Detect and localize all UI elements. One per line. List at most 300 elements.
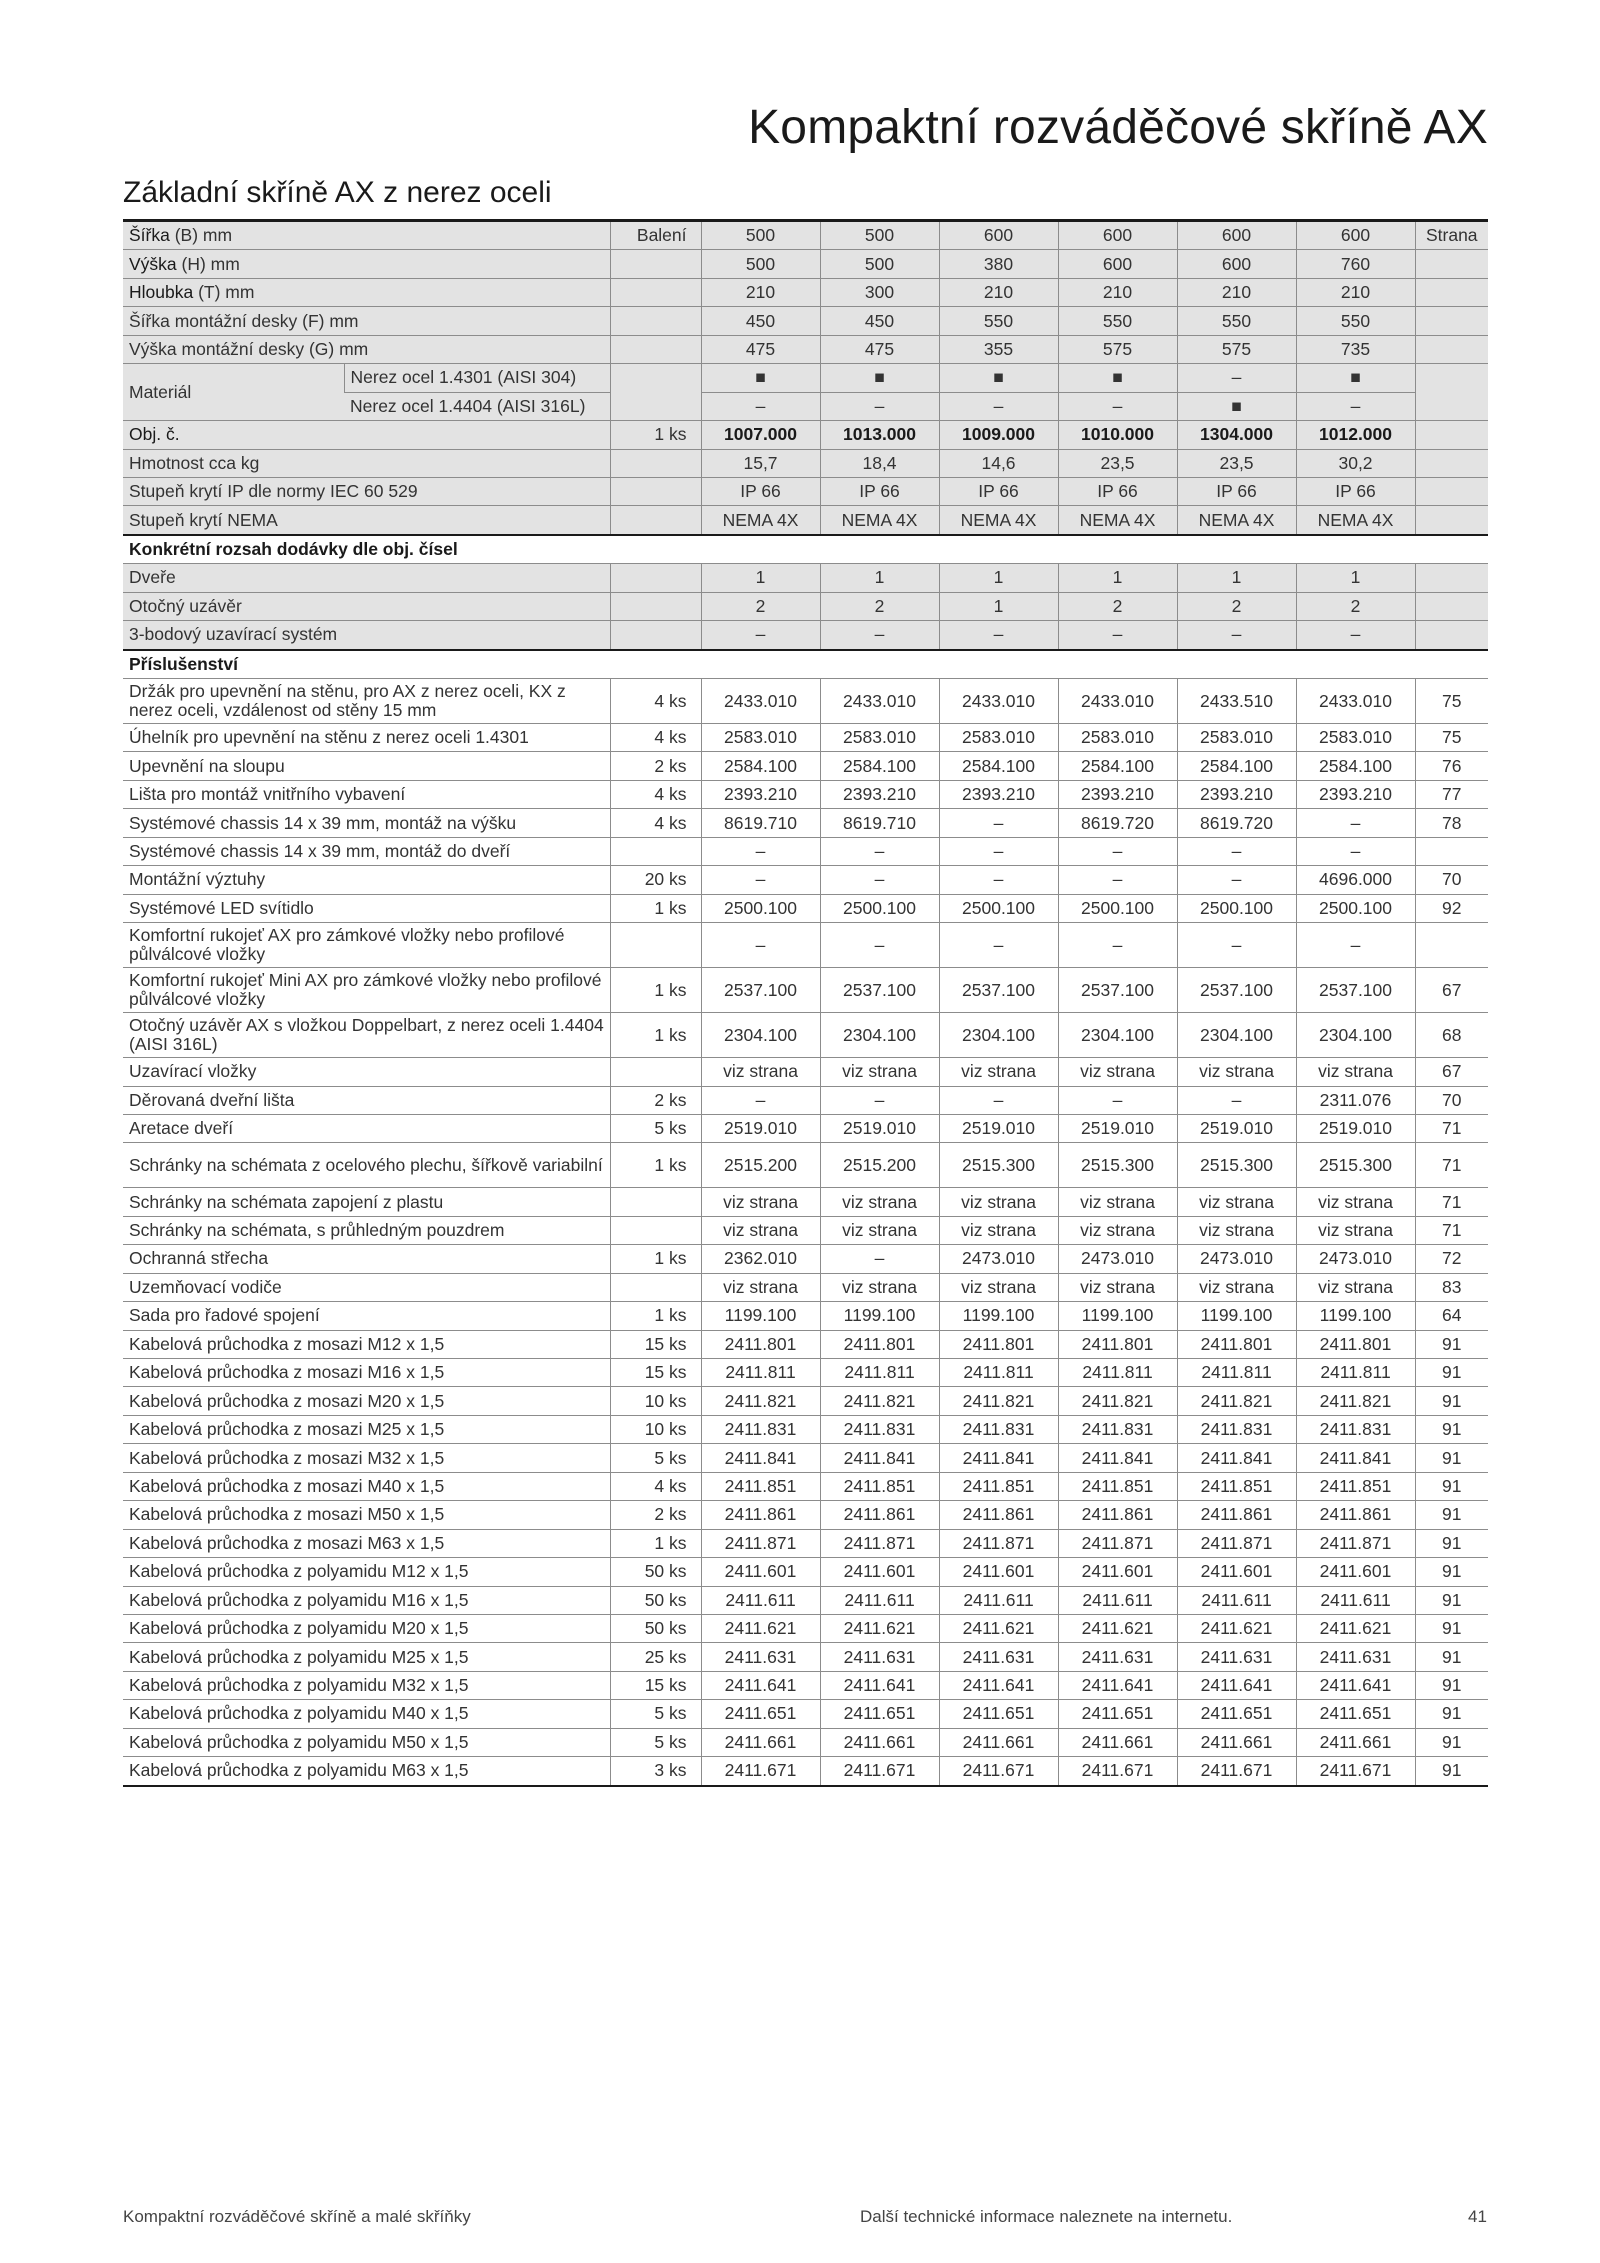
table-row bbox=[123, 1728, 1488, 1756]
value-cell: 2 bbox=[1296, 592, 1415, 620]
table-row bbox=[123, 1188, 1488, 1216]
value-cell: 1 bbox=[1058, 564, 1177, 592]
value-cell: viz strana bbox=[1058, 1273, 1177, 1301]
page-ref-cell bbox=[1415, 592, 1488, 620]
value-cell: 1010.000 bbox=[1058, 421, 1177, 449]
pack-cell bbox=[610, 307, 701, 335]
value-cell: 2433.010 bbox=[701, 679, 820, 724]
value-cell: – bbox=[1058, 837, 1177, 865]
value-cell: 1199.100 bbox=[701, 1302, 820, 1330]
value-cell: 2393.210 bbox=[939, 780, 1058, 808]
value-cell: 2583.010 bbox=[820, 724, 939, 752]
value-cell: viz strana bbox=[1296, 1058, 1415, 1086]
value-cell: 2 bbox=[1177, 592, 1296, 620]
value-cell: viz strana bbox=[939, 1273, 1058, 1301]
table-row bbox=[123, 780, 1488, 808]
value-cell: 1199.100 bbox=[1177, 1302, 1296, 1330]
value-cell: 2515.300 bbox=[939, 1143, 1058, 1188]
value-cell: 2519.010 bbox=[701, 1114, 820, 1142]
value-cell: 2411.871 bbox=[820, 1529, 939, 1557]
value-cell: 550 bbox=[939, 307, 1058, 335]
value-cell: 2411.811 bbox=[939, 1359, 1058, 1387]
row-label: Systémové chassis 14 x 39 mm, montáž do dveří bbox=[123, 837, 610, 865]
pack-cell: Balení bbox=[610, 221, 701, 250]
value-cell: 2411.841 bbox=[939, 1444, 1058, 1472]
page-ref-cell bbox=[1415, 449, 1488, 477]
row-label: Sada pro řadové spojení bbox=[123, 1302, 610, 1330]
value-cell: 2411.671 bbox=[1177, 1757, 1296, 1786]
table-row bbox=[123, 1359, 1488, 1387]
value-cell: – bbox=[939, 923, 1058, 968]
table-row bbox=[123, 221, 1488, 250]
table-row bbox=[123, 1330, 1488, 1358]
row-label-text: Otočný uzávěr bbox=[129, 595, 242, 616]
row-label: Schránky na schémata z ocelového plechu, šířkově variabilní bbox=[123, 1143, 610, 1188]
page-ref-cell: 91 bbox=[1415, 1444, 1488, 1472]
value-cell: 15,7 bbox=[701, 449, 820, 477]
table-row bbox=[123, 477, 1488, 505]
value-cell: 2411.671 bbox=[1296, 1757, 1415, 1786]
table-row bbox=[123, 1444, 1488, 1472]
value-cell: 2411.641 bbox=[820, 1671, 939, 1699]
page-ref-cell: 91 bbox=[1415, 1757, 1488, 1786]
row-label: Kabelová průchodka z mosazi M12 x 1,5 bbox=[123, 1330, 610, 1358]
value-cell: ■ bbox=[820, 364, 939, 392]
pack-cell: 20 ks bbox=[610, 866, 701, 894]
value-cell: 2411.831 bbox=[1177, 1415, 1296, 1443]
page-ref-cell: 91 bbox=[1415, 1643, 1488, 1671]
row-label: Kabelová průchodka z polyamidu M50 x 1,5 bbox=[123, 1728, 610, 1756]
value-cell: 2515.300 bbox=[1296, 1143, 1415, 1188]
value-cell: 2515.300 bbox=[1058, 1143, 1177, 1188]
pack-cell: 1 ks bbox=[610, 1302, 701, 1330]
row-label-bold: Hloubka bbox=[129, 282, 194, 303]
row-label: Kabelová průchodka z polyamidu M25 x 1,5 bbox=[123, 1643, 610, 1671]
value-cell: 2433.010 bbox=[1058, 679, 1177, 724]
pack-cell bbox=[610, 837, 701, 865]
value-cell: 2411.871 bbox=[1177, 1529, 1296, 1557]
page-ref-cell bbox=[1415, 278, 1488, 306]
pack-cell: 2 ks bbox=[610, 1086, 701, 1114]
value-cell: 2411.651 bbox=[1177, 1700, 1296, 1728]
value-cell: 2411.871 bbox=[1058, 1529, 1177, 1557]
pack-cell: 4 ks bbox=[610, 780, 701, 808]
pack-cell bbox=[610, 564, 701, 592]
table-row bbox=[123, 1415, 1488, 1443]
value-cell: 2433.010 bbox=[939, 679, 1058, 724]
value-cell: – bbox=[1177, 621, 1296, 650]
value-cell: viz strana bbox=[1058, 1058, 1177, 1086]
value-cell: – bbox=[1058, 923, 1177, 968]
row-label: Kabelová průchodka z polyamidu M40 x 1,5 bbox=[123, 1700, 610, 1728]
value-cell: 2411.841 bbox=[701, 1444, 820, 1472]
value-cell: 2433.510 bbox=[1177, 679, 1296, 724]
value-cell: 4696.000 bbox=[1296, 866, 1415, 894]
section-label: Konkrétní rozsah dodávky dle obj. čísel bbox=[123, 535, 1488, 564]
value-cell: 575 bbox=[1058, 335, 1177, 363]
value-cell: 2411.671 bbox=[1058, 1757, 1177, 1786]
value-cell: – bbox=[1296, 392, 1415, 420]
value-cell: viz strana bbox=[1058, 1216, 1177, 1244]
value-cell: 450 bbox=[701, 307, 820, 335]
row-label bbox=[123, 564, 610, 592]
value-cell: 550 bbox=[1296, 307, 1415, 335]
row-label bbox=[123, 592, 610, 620]
row-label bbox=[123, 421, 610, 449]
value-cell: 2411.831 bbox=[1058, 1415, 1177, 1443]
pack-cell bbox=[610, 1188, 701, 1216]
page-ref-cell bbox=[1415, 923, 1488, 968]
value-cell: – bbox=[939, 621, 1058, 650]
row-label: Ochranná střecha bbox=[123, 1245, 610, 1273]
pack-cell: 4 ks bbox=[610, 679, 701, 724]
pack-cell bbox=[610, 364, 701, 421]
value-cell: 2393.210 bbox=[701, 780, 820, 808]
value-cell: 600 bbox=[1058, 221, 1177, 250]
value-cell: 2411.801 bbox=[1177, 1330, 1296, 1358]
value-cell: 1 bbox=[1296, 564, 1415, 592]
row-label-text: Dveře bbox=[129, 567, 176, 588]
pack-cell: 4 ks bbox=[610, 1472, 701, 1500]
value-cell: – bbox=[820, 1245, 939, 1273]
page-ref-cell: 91 bbox=[1415, 1359, 1488, 1387]
value-cell: 2411.861 bbox=[820, 1501, 939, 1529]
page-ref-cell bbox=[1415, 564, 1488, 592]
page-ref-cell: 64 bbox=[1415, 1302, 1488, 1330]
page-ref-cell: 91 bbox=[1415, 1387, 1488, 1415]
value-cell: 2411.821 bbox=[1177, 1387, 1296, 1415]
section-header-row bbox=[123, 650, 1488, 679]
value-cell: viz strana bbox=[1058, 1188, 1177, 1216]
row-label: Kabelová průchodka z mosazi M25 x 1,5 bbox=[123, 1415, 610, 1443]
value-cell: 2411.651 bbox=[1296, 1700, 1415, 1728]
value-cell: 210 bbox=[1177, 278, 1296, 306]
value-cell: 2411.621 bbox=[1058, 1614, 1177, 1642]
row-label-bold: Výška bbox=[129, 253, 177, 274]
value-cell: 2411.811 bbox=[701, 1359, 820, 1387]
value-cell: 2411.811 bbox=[820, 1359, 939, 1387]
value-cell: 2411.801 bbox=[1058, 1330, 1177, 1358]
value-cell: 2304.100 bbox=[820, 1013, 939, 1058]
value-cell: 2584.100 bbox=[939, 752, 1058, 780]
footer-note: Další technické informace naleznete na internetu. bbox=[860, 2207, 1233, 2226]
value-cell: 2515.200 bbox=[820, 1143, 939, 1188]
value-cell: viz strana bbox=[1296, 1273, 1415, 1301]
table-row bbox=[123, 1700, 1488, 1728]
value-cell: – bbox=[1177, 837, 1296, 865]
row-label bbox=[123, 250, 610, 278]
value-cell: 2583.010 bbox=[1058, 724, 1177, 752]
pack-cell: 3 ks bbox=[610, 1757, 701, 1786]
value-cell: 2411.851 bbox=[939, 1472, 1058, 1500]
value-cell: – bbox=[1296, 809, 1415, 837]
pack-cell: 25 ks bbox=[610, 1643, 701, 1671]
page-ref-cell bbox=[1415, 335, 1488, 363]
value-cell: 2411.641 bbox=[939, 1671, 1058, 1699]
page-ref-cell: 91 bbox=[1415, 1529, 1488, 1557]
footer-catalog-name: Kompaktní rozváděčové skříně a malé skříňky bbox=[123, 2207, 471, 2226]
page-ref-cell bbox=[1415, 307, 1488, 335]
row-label: Lišta pro montáž vnitřního vybavení bbox=[123, 780, 610, 808]
row-label-text: (B) mm bbox=[169, 225, 233, 246]
value-cell: 2411.601 bbox=[701, 1558, 820, 1586]
value-cell: ■ bbox=[1296, 364, 1415, 392]
value-cell: 2411.651 bbox=[939, 1700, 1058, 1728]
value-cell: 2411.841 bbox=[820, 1444, 939, 1472]
row-label: Komfortní rukojeť AX pro zámkové vložky nebo profilové půlválcové vložky bbox=[123, 923, 610, 968]
value-cell: 2411.821 bbox=[1296, 1387, 1415, 1415]
value-cell: 2311.076 bbox=[1296, 1086, 1415, 1114]
value-cell: 2411.821 bbox=[701, 1387, 820, 1415]
value-cell: 2 bbox=[1058, 592, 1177, 620]
pack-cell bbox=[610, 449, 701, 477]
value-cell: NEMA 4X bbox=[939, 506, 1058, 535]
row-label bbox=[123, 307, 610, 335]
row-label-text: Výška montážní desky (G) mm bbox=[129, 338, 369, 359]
row-label: Úhelník pro upevnění na stěnu z nerez oceli 1.4301 bbox=[123, 724, 610, 752]
row-label-bold: Šířka bbox=[129, 225, 170, 246]
value-cell: 475 bbox=[701, 335, 820, 363]
value-cell: 2411.821 bbox=[939, 1387, 1058, 1415]
value-cell: 2537.100 bbox=[939, 968, 1058, 1013]
table-row bbox=[123, 1302, 1488, 1330]
value-cell: 2411.811 bbox=[1296, 1359, 1415, 1387]
value-cell: 2411.661 bbox=[1177, 1728, 1296, 1756]
value-cell: – bbox=[939, 1086, 1058, 1114]
value-cell: – bbox=[939, 837, 1058, 865]
table-row bbox=[123, 923, 1488, 968]
value-cell: 23,5 bbox=[1058, 449, 1177, 477]
value-cell: 2411.861 bbox=[1296, 1501, 1415, 1529]
page-title: Kompaktní rozváděčové skříně AX bbox=[748, 101, 1488, 154]
row-label: Otočný uzávěr AX s vložkou Doppelbart, z nerez oceli 1.4404 (AISI 316L) bbox=[123, 1013, 610, 1058]
value-cell: 1199.100 bbox=[820, 1302, 939, 1330]
value-cell: 2362.010 bbox=[701, 1245, 820, 1273]
page-ref-cell bbox=[1415, 364, 1488, 421]
table-row bbox=[123, 1671, 1488, 1699]
value-cell: viz strana bbox=[820, 1188, 939, 1216]
value-cell: viz strana bbox=[820, 1058, 939, 1086]
value-cell: 2583.010 bbox=[939, 724, 1058, 752]
value-cell: ■ bbox=[1177, 392, 1296, 420]
value-cell: 2411.661 bbox=[1296, 1728, 1415, 1756]
row-label: Montážní výztuhy bbox=[123, 866, 610, 894]
row-label: Aretace dveří bbox=[123, 1114, 610, 1142]
value-cell: 2584.100 bbox=[1058, 752, 1177, 780]
value-cell: 2411.841 bbox=[1058, 1444, 1177, 1472]
value-cell: 2411.831 bbox=[939, 1415, 1058, 1443]
value-cell: 2411.811 bbox=[1177, 1359, 1296, 1387]
value-cell: 2411.801 bbox=[701, 1330, 820, 1358]
value-cell: – bbox=[1296, 621, 1415, 650]
value-cell: – bbox=[701, 923, 820, 968]
material-sublabel: Nerez ocel 1.4404 (AISI 316L) bbox=[344, 392, 610, 420]
page-ref-cell: 71 bbox=[1415, 1188, 1488, 1216]
value-cell: 2537.100 bbox=[820, 968, 939, 1013]
page-ref-cell: 91 bbox=[1415, 1415, 1488, 1443]
value-cell: 600 bbox=[1296, 221, 1415, 250]
value-cell: 18,4 bbox=[820, 449, 939, 477]
value-cell: – bbox=[939, 392, 1058, 420]
value-cell: 2537.100 bbox=[1177, 968, 1296, 1013]
page-ref-cell: 75 bbox=[1415, 724, 1488, 752]
page-ref-cell: 76 bbox=[1415, 752, 1488, 780]
value-cell: 380 bbox=[939, 250, 1058, 278]
table-row bbox=[123, 1387, 1488, 1415]
value-cell: 2500.100 bbox=[820, 894, 939, 922]
value-cell: 2411.631 bbox=[701, 1643, 820, 1671]
value-cell: 8619.720 bbox=[1058, 809, 1177, 837]
value-cell: 2584.100 bbox=[1177, 752, 1296, 780]
value-cell: 210 bbox=[1058, 278, 1177, 306]
value-cell: – bbox=[1177, 866, 1296, 894]
pack-cell: 15 ks bbox=[610, 1671, 701, 1699]
value-cell: 1009.000 bbox=[939, 421, 1058, 449]
table-row bbox=[123, 449, 1488, 477]
value-cell: viz strana bbox=[1296, 1188, 1415, 1216]
value-cell: viz strana bbox=[701, 1216, 820, 1244]
pack-cell bbox=[610, 592, 701, 620]
row-label: Kabelová průchodka z polyamidu M32 x 1,5 bbox=[123, 1671, 610, 1699]
value-cell: 2411.621 bbox=[939, 1614, 1058, 1642]
value-cell: 2411.621 bbox=[1177, 1614, 1296, 1642]
value-cell: 2411.631 bbox=[1296, 1643, 1415, 1671]
pack-cell bbox=[610, 278, 701, 306]
value-cell: 2411.851 bbox=[820, 1472, 939, 1500]
value-cell: 2519.010 bbox=[1177, 1114, 1296, 1142]
value-cell: viz strana bbox=[701, 1188, 820, 1216]
value-cell: 2 bbox=[820, 592, 939, 620]
value-cell: 2515.300 bbox=[1177, 1143, 1296, 1188]
page-ref-cell: 70 bbox=[1415, 866, 1488, 894]
value-cell: 2411.801 bbox=[1296, 1330, 1415, 1358]
row-label bbox=[123, 449, 610, 477]
table-row bbox=[123, 506, 1488, 535]
value-cell: 2411.811 bbox=[1058, 1359, 1177, 1387]
value-cell: 2537.100 bbox=[701, 968, 820, 1013]
table-row bbox=[123, 278, 1488, 306]
value-cell: 2411.861 bbox=[1177, 1501, 1296, 1529]
value-cell: 1007.000 bbox=[701, 421, 820, 449]
value-cell: 2304.100 bbox=[1296, 1013, 1415, 1058]
value-cell: 2411.601 bbox=[820, 1558, 939, 1586]
value-cell: IP 66 bbox=[820, 477, 939, 505]
table-row bbox=[123, 724, 1488, 752]
value-cell: – bbox=[1296, 837, 1415, 865]
row-label bbox=[123, 477, 610, 505]
value-cell: 2304.100 bbox=[701, 1013, 820, 1058]
page-ref-cell: 91 bbox=[1415, 1700, 1488, 1728]
row-label-text: (H) mm bbox=[176, 253, 240, 274]
table-row bbox=[123, 837, 1488, 865]
value-cell: – bbox=[701, 621, 820, 650]
value-cell: 2537.100 bbox=[1058, 968, 1177, 1013]
pack-cell: 50 ks bbox=[610, 1614, 701, 1642]
row-label-text: Šířka montážní desky (F) mm bbox=[129, 310, 359, 331]
value-cell: 2411.641 bbox=[1177, 1671, 1296, 1699]
page-ref-cell: 68 bbox=[1415, 1013, 1488, 1058]
value-cell: 575 bbox=[1177, 335, 1296, 363]
page-ref-cell: 91 bbox=[1415, 1614, 1488, 1642]
table-row bbox=[123, 250, 1488, 278]
page-ref-cell: 91 bbox=[1415, 1671, 1488, 1699]
pack-cell bbox=[610, 621, 701, 650]
pack-cell bbox=[610, 1273, 701, 1301]
value-cell: 2411.861 bbox=[1058, 1501, 1177, 1529]
pack-cell bbox=[610, 506, 701, 535]
value-cell: – bbox=[820, 1086, 939, 1114]
value-cell: 2411.641 bbox=[1058, 1671, 1177, 1699]
row-label bbox=[123, 335, 610, 363]
pack-cell: 50 ks bbox=[610, 1586, 701, 1614]
value-cell: 300 bbox=[820, 278, 939, 306]
pack-cell: 2 ks bbox=[610, 1501, 701, 1529]
row-label: Systémové chassis 14 x 39 mm, montáž na výšku bbox=[123, 809, 610, 837]
row-label bbox=[123, 506, 610, 535]
value-cell: 2500.100 bbox=[1296, 894, 1415, 922]
value-cell: 1 bbox=[1177, 564, 1296, 592]
value-cell: viz strana bbox=[939, 1058, 1058, 1086]
value-cell: 2411.621 bbox=[701, 1614, 820, 1642]
value-cell: 2411.831 bbox=[701, 1415, 820, 1443]
value-cell: – bbox=[1177, 923, 1296, 968]
row-label: Uzavírací vložky bbox=[123, 1058, 610, 1086]
value-cell: 2411.611 bbox=[1296, 1586, 1415, 1614]
value-cell: 2411.661 bbox=[1058, 1728, 1177, 1756]
value-cell: 2411.851 bbox=[701, 1472, 820, 1500]
value-cell: viz strana bbox=[701, 1273, 820, 1301]
value-cell: 2519.010 bbox=[1058, 1114, 1177, 1142]
page-ref-cell: Strana bbox=[1415, 221, 1488, 250]
pack-cell: 5 ks bbox=[610, 1728, 701, 1756]
value-cell: 1304.000 bbox=[1177, 421, 1296, 449]
table-row bbox=[123, 1472, 1488, 1500]
table-row bbox=[123, 335, 1488, 363]
row-label-text: (T) mm bbox=[193, 282, 255, 303]
value-cell: 2411.801 bbox=[939, 1330, 1058, 1358]
value-cell: – bbox=[820, 392, 939, 420]
value-cell: 2304.100 bbox=[1177, 1013, 1296, 1058]
pack-cell: 1 ks bbox=[610, 1143, 701, 1188]
section-header-row bbox=[123, 535, 1488, 564]
row-label: Materiál bbox=[123, 364, 344, 421]
row-label: Držák pro upevnění na stěnu, pro AX z nerez oceli, KX z nerez oceli, vzdálenost od stěny 15 mm bbox=[123, 679, 610, 724]
table-row bbox=[123, 421, 1488, 449]
value-cell: 2411.601 bbox=[1296, 1558, 1415, 1586]
row-label: Kabelová průchodka z mosazi M40 x 1,5 bbox=[123, 1472, 610, 1500]
value-cell: viz strana bbox=[939, 1188, 1058, 1216]
value-cell: 2411.611 bbox=[1177, 1586, 1296, 1614]
page-number: 41 bbox=[1468, 2207, 1487, 2226]
value-cell: 2473.010 bbox=[1058, 1245, 1177, 1273]
pack-cell: 5 ks bbox=[610, 1700, 701, 1728]
value-cell: ■ bbox=[1058, 364, 1177, 392]
page-ref-cell bbox=[1415, 477, 1488, 505]
value-cell: 2515.200 bbox=[701, 1143, 820, 1188]
table-row bbox=[123, 592, 1488, 620]
value-cell: 600 bbox=[939, 221, 1058, 250]
value-cell: 2411.861 bbox=[939, 1501, 1058, 1529]
pack-cell bbox=[610, 250, 701, 278]
value-cell: 600 bbox=[1058, 250, 1177, 278]
value-cell: 2411.671 bbox=[820, 1757, 939, 1786]
pack-cell bbox=[610, 1216, 701, 1244]
value-cell: 2411.661 bbox=[820, 1728, 939, 1756]
pack-cell: 1 ks bbox=[610, 1529, 701, 1557]
row-label: Kabelová průchodka z mosazi M63 x 1,5 bbox=[123, 1529, 610, 1557]
pack-cell bbox=[610, 1058, 701, 1086]
table-row bbox=[123, 1013, 1488, 1058]
